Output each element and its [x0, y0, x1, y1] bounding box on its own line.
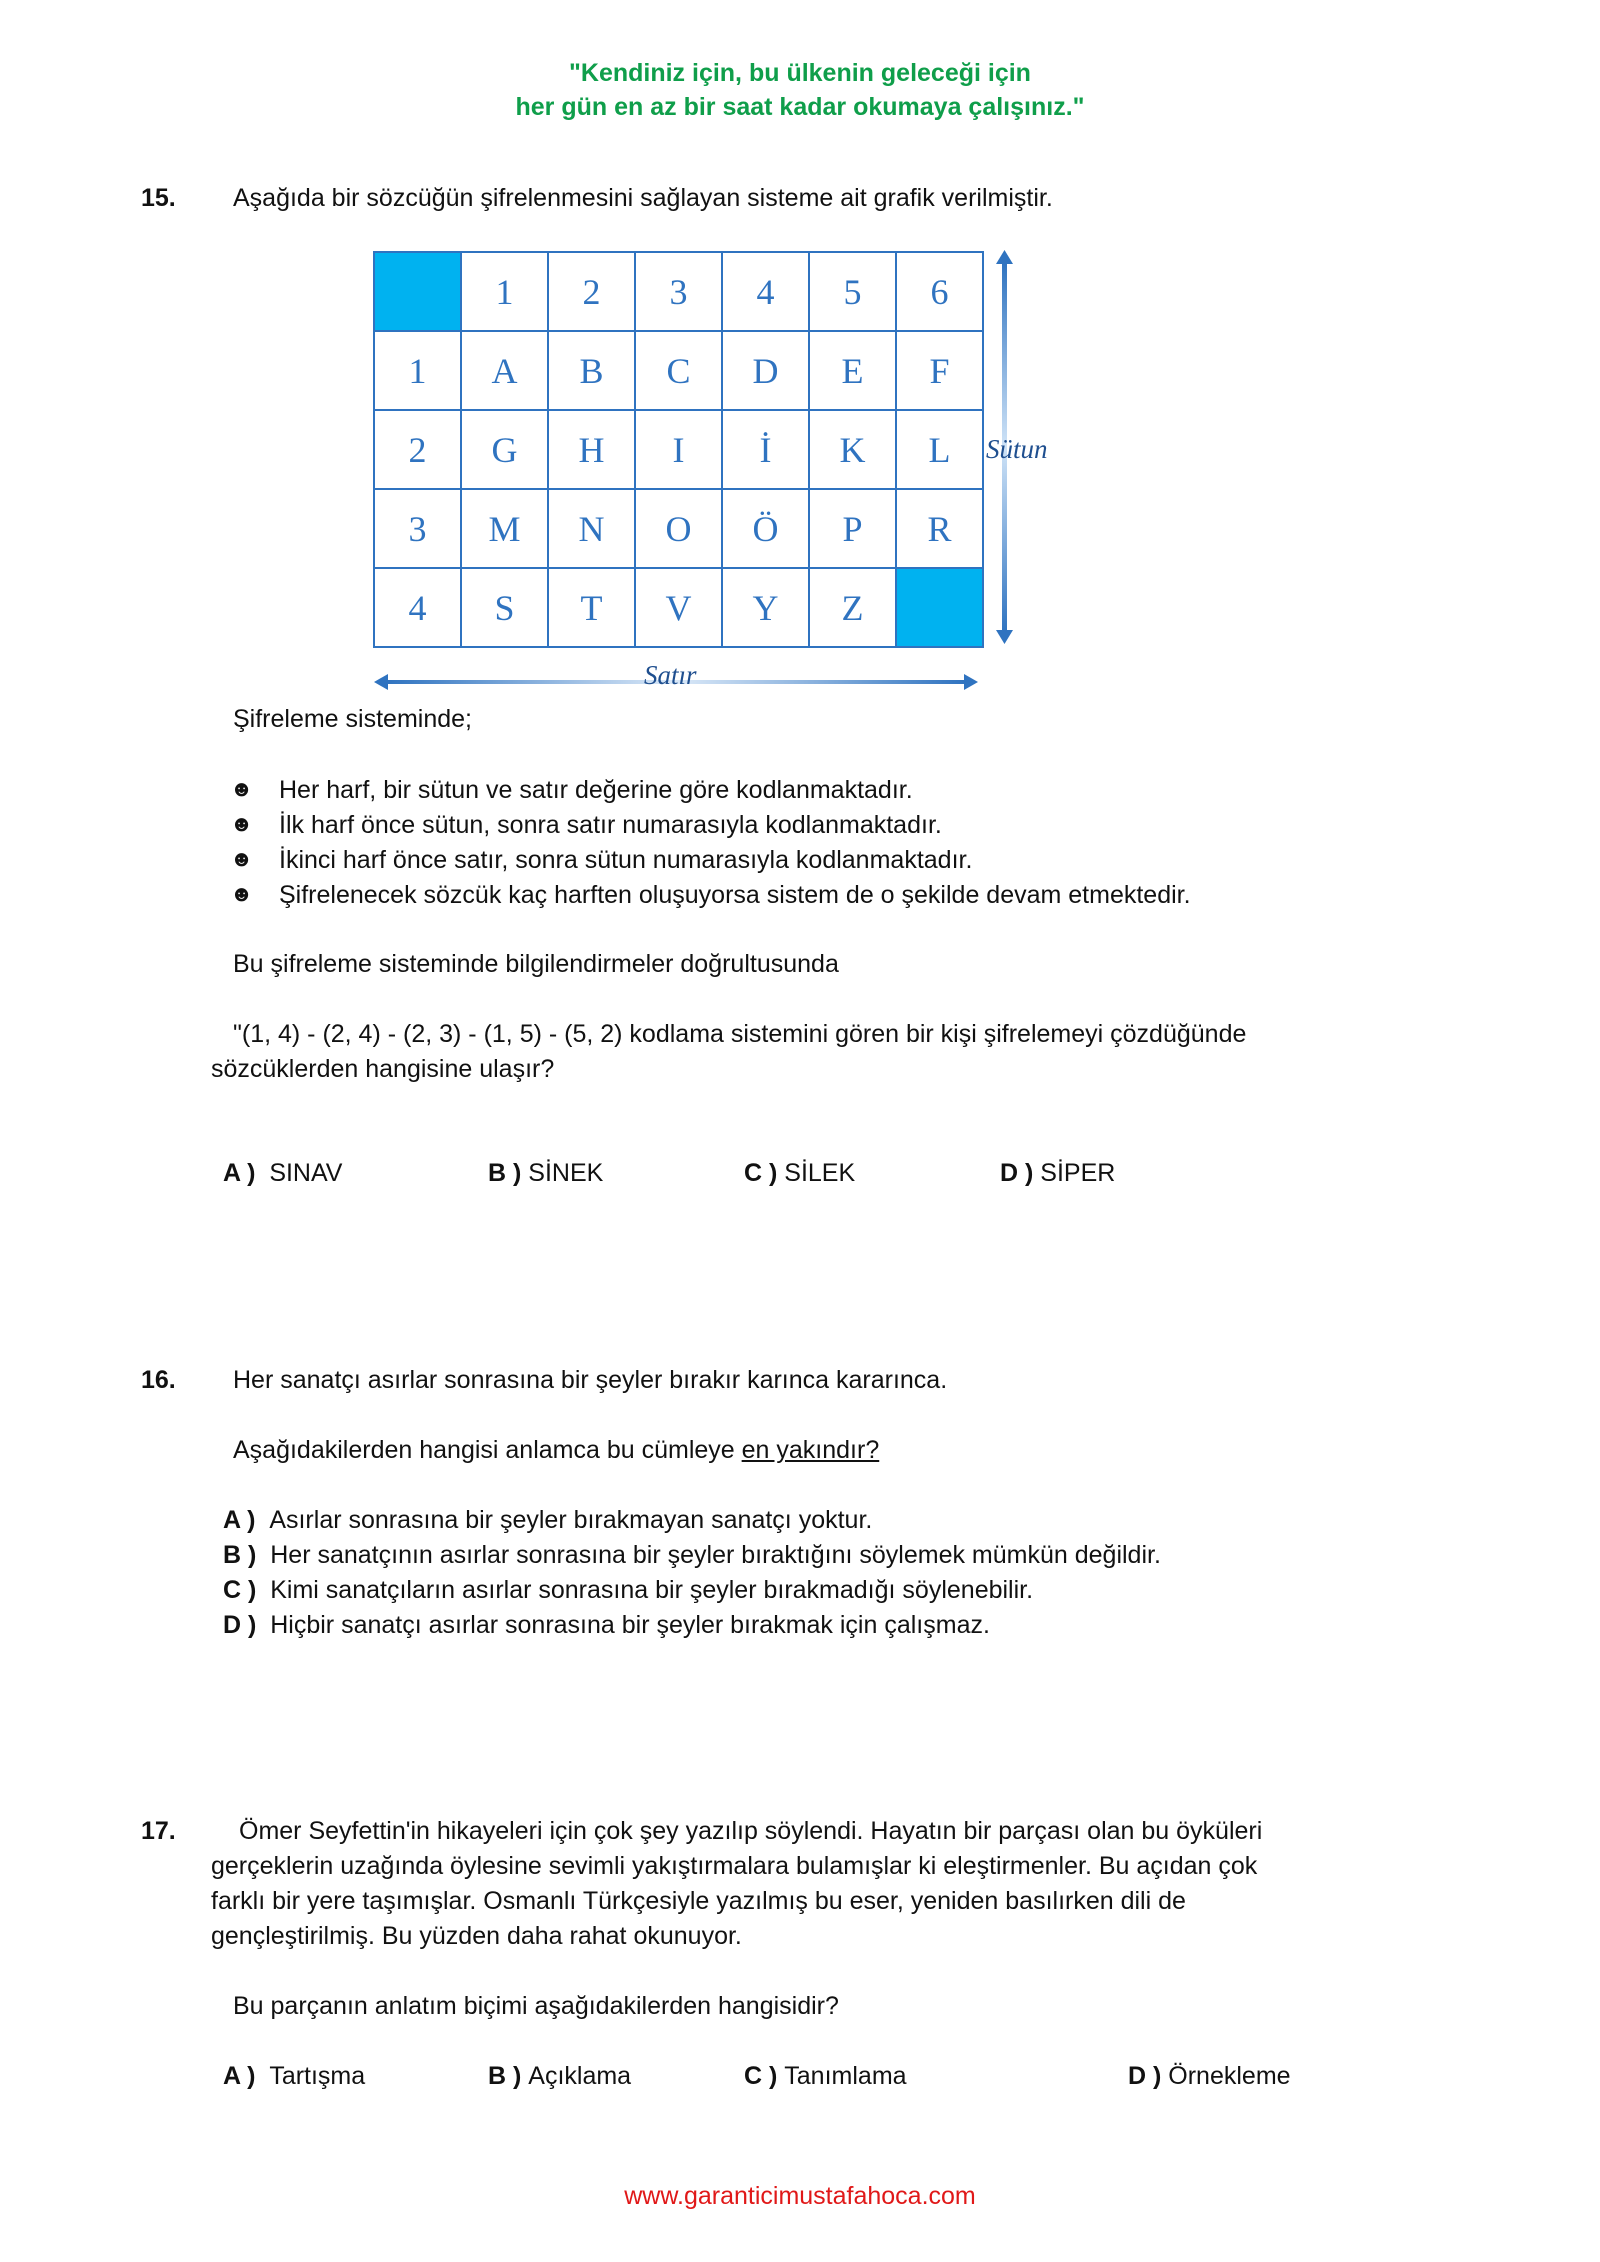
option-text: Örnekleme	[1168, 2062, 1291, 2090]
grid-cell: E	[809, 331, 896, 410]
grid-cell: Y	[722, 568, 809, 647]
grid-col-header: 6	[896, 252, 983, 331]
question-16-number: 16.	[141, 1366, 176, 1394]
question-15-lead: Bu şifreleme sisteminde bilgilendirmeler doğrultusunda	[233, 950, 839, 978]
option-letter: C )	[744, 1159, 778, 1187]
q16-option-c[interactable]	[223, 1573, 1033, 1607]
option-letter: C )	[744, 2062, 778, 2090]
sutun-label: Sütun	[986, 434, 1048, 464]
option-text: Tanımlama	[784, 2062, 907, 2090]
grid-cell: P	[809, 489, 896, 568]
grid-cell: F	[896, 331, 983, 410]
grid-row	[374, 489, 983, 568]
q16-option-d[interactable]	[223, 1608, 990, 1642]
option-letter: D )	[223, 1611, 257, 1639]
question-17-paragraph-line: gerçeklerin uzağında öylesine sevimli yakıştırmalara bulamışlar ki eleştirmenler. Bu açıdan çok	[211, 1852, 1258, 1880]
cipher-grid	[373, 251, 984, 648]
smiley-icon: ☻	[230, 846, 254, 871]
bullet-item: İkinci harf önce satır, sonra sütun numarasıyla kodlanmaktadır.	[279, 846, 973, 874]
bullet-item: Şifrelenecek sözcük kaç harften oluşuyorsa sistem de o şekilde devam etmektedir.	[279, 881, 1191, 909]
grid-row	[374, 410, 983, 489]
option-text: SİNEK	[528, 1159, 604, 1187]
grid-cell: I	[635, 410, 722, 489]
question-15-intro: Aşağıda bir sözcüğün şifrelenmesini sağlayan sisteme ait grafik verilmiştir.	[233, 184, 1053, 212]
question-15-line-1: "(1, 4) - (2, 4) - (2, 3) - (1, 5) - (5, 2) kodlama sistemini gören bir kişi şifrelemeyi çözdüğünde	[233, 1020, 1247, 1048]
grid-col-header: 1	[461, 252, 548, 331]
question-16-prompt-text: Aşağıdakilerden hangisi anlamca bu cümleye	[233, 1436, 742, 1464]
grid-row	[374, 568, 983, 647]
smiley-icon: ☻	[230, 881, 254, 906]
option-text: Tartışma	[269, 2062, 366, 2090]
q15-option-d[interactable]	[1000, 1156, 1115, 1190]
option-text: Açıklama	[528, 2062, 632, 2090]
option-letter: A )	[223, 2062, 256, 2090]
option-text: Her sanatçının asırlar sonrasına bir şeyler bıraktığını söylemek mümkün değildir.	[270, 1541, 1161, 1569]
option-letter: A )	[223, 1506, 256, 1534]
grid-empty-filled-cell	[896, 568, 983, 647]
system-heading: Şifreleme sisteminde;	[233, 705, 472, 733]
question-17-number: 17.	[141, 1817, 176, 1845]
grid-row-label: 1	[374, 331, 461, 410]
option-text: SİLEK	[784, 1159, 856, 1187]
grid-cell: S	[461, 568, 548, 647]
grid-corner-cell	[374, 252, 461, 331]
option-letter: D )	[1128, 2062, 1162, 2090]
option-text: SINAV	[269, 1159, 343, 1187]
footer-website-link[interactable]: www.garanticimustafahoca.com	[624, 2182, 976, 2210]
grid-cell: İ	[722, 410, 809, 489]
q15-option-b[interactable]	[488, 1156, 603, 1190]
q17-option-b[interactable]	[488, 2059, 631, 2093]
grid-cell: M	[461, 489, 548, 568]
option-letter: C )	[223, 1576, 257, 1604]
question-16-sentence: Her sanatçı asırlar sonrasına bir şeyler bırakır karınca kararınca.	[233, 1366, 948, 1394]
smiley-icon: ☻	[230, 811, 254, 836]
grid-col-header: 4	[722, 252, 809, 331]
grid-cell: A	[461, 331, 548, 410]
q16-option-b[interactable]	[223, 1538, 1161, 1572]
option-letter: B )	[488, 2062, 522, 2090]
question-17-paragraph-line: gençleştirilmiş. Bu yüzden daha rahat okunuyor.	[211, 1922, 742, 1950]
option-letter: D )	[1000, 1159, 1034, 1187]
option-letter: B )	[223, 1541, 257, 1569]
question-15-number: 15.	[141, 184, 176, 212]
grid-row-label: 2	[374, 410, 461, 489]
grid-cell: N	[548, 489, 635, 568]
grid-col-header: 3	[635, 252, 722, 331]
q17-option-a[interactable]	[223, 2059, 365, 2093]
grid-row-label: 4	[374, 568, 461, 647]
grid-cell: V	[635, 568, 722, 647]
question-16-prompt	[233, 1433, 879, 1467]
grid-header-row	[374, 252, 983, 331]
grid-cell: R	[896, 489, 983, 568]
option-letter: B )	[488, 1159, 522, 1187]
grid-col-header: 2	[548, 252, 635, 331]
motto-line-2: her gün en az bir saat kadar okumaya çalışınız."	[515, 93, 1085, 121]
motto-line-1: "Kendiniz için, bu ülkenin geleceği için	[569, 59, 1031, 87]
grid-cell: G	[461, 410, 548, 489]
question-15-line-2: sözcüklerden hangisine ulaşır?	[211, 1055, 555, 1083]
q15-option-c[interactable]	[744, 1156, 855, 1190]
smiley-icon: ☻	[230, 776, 254, 801]
option-letter: A )	[223, 1159, 256, 1187]
grid-cell: L	[896, 410, 983, 489]
q16-option-a[interactable]	[223, 1503, 872, 1537]
question-17-paragraph-line: Ömer Seyfettin'in hikayeleri için çok şey yazılıp söylendi. Hayatın bir parçası olan bu öyküleri	[239, 1817, 1263, 1845]
option-text: Hiçbir sanatçı asırlar sonrasına bir şeyler bırakmak için çalışmaz.	[270, 1611, 990, 1639]
grid-row	[374, 331, 983, 410]
bullet-item: İlk harf önce sütun, sonra satır numarasıyla kodlanmaktadır.	[279, 811, 942, 839]
grid-cell: K	[809, 410, 896, 489]
bullet-item: Her harf, bir sütun ve satır değerine göre kodlanmaktadır.	[279, 776, 913, 804]
q17-option-d[interactable]	[1128, 2059, 1291, 2093]
question-17-prompt: Bu parçanın anlatım biçimi aşağıdakilerden hangisidir?	[233, 1992, 839, 2020]
grid-cell: T	[548, 568, 635, 647]
grid-cell: B	[548, 331, 635, 410]
grid-row-label: 3	[374, 489, 461, 568]
grid-cell: H	[548, 410, 635, 489]
question-16-underlined: en yakındır?	[741, 1436, 880, 1464]
q17-option-c[interactable]	[744, 2059, 907, 2093]
grid-col-header: 5	[809, 252, 896, 331]
grid-cell: Ö	[722, 489, 809, 568]
grid-cell: Z	[809, 568, 896, 647]
option-text: Kimi sanatçıların asırlar sonrasına bir şeyler bırakmadığı söylenebilir.	[270, 1576, 1034, 1604]
grid-cell: D	[722, 331, 809, 410]
satir-label: Satır	[644, 660, 697, 690]
option-text: Asırlar sonrasına bir şeyler bırakmayan sanatçı yoktur.	[269, 1506, 873, 1534]
option-text: SİPER	[1040, 1159, 1116, 1187]
grid-cell: O	[635, 489, 722, 568]
grid-cell: C	[635, 331, 722, 410]
question-17-paragraph-line: farklı bir yere taşımışlar. Osmanlı Türkçesiyle yazılmış bu eser, yeniden basılırken dili de	[211, 1887, 1186, 1915]
q15-option-a[interactable]	[223, 1156, 342, 1190]
